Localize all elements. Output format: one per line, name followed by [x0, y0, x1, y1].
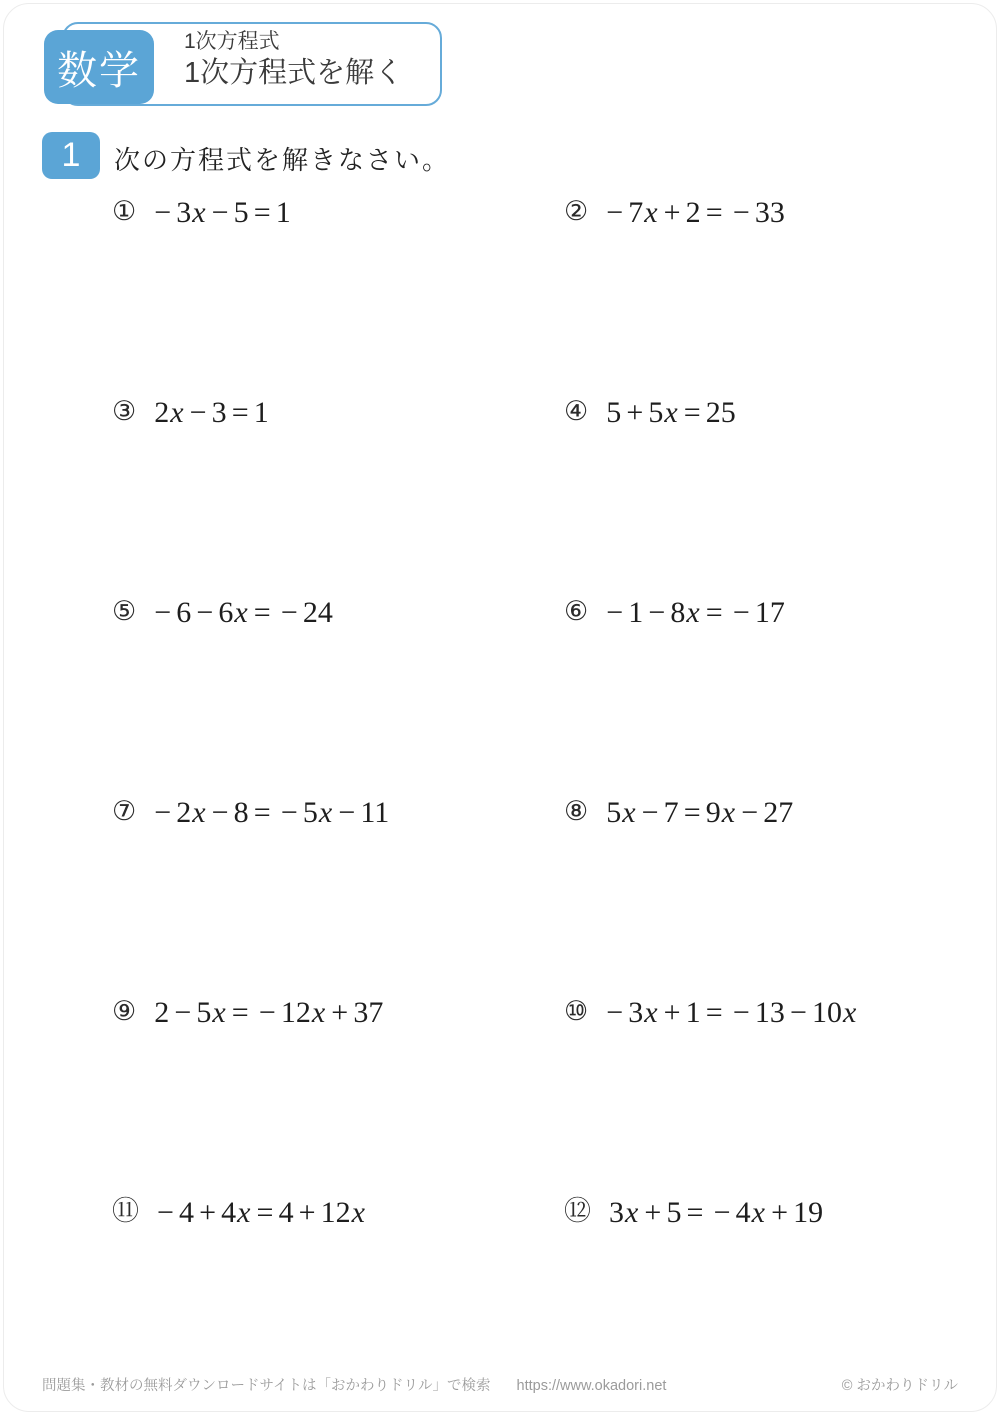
problem-number: ⑧ — [564, 796, 589, 827]
problem-number: ⑥ — [564, 596, 589, 627]
problem-item — [564, 190, 1000, 390]
problem-equation: 5 + 5x = 25 — [606, 396, 736, 429]
problem-item — [112, 790, 564, 990]
problem-item — [112, 990, 564, 1190]
problem-number: ④ — [564, 396, 589, 427]
problem-item — [112, 590, 564, 790]
problem-item — [564, 990, 1000, 1190]
subject-badge-label: 数学 — [57, 48, 141, 93]
worksheet-header — [4, 4, 996, 124]
problem-number: ⑪ — [112, 1196, 139, 1227]
footer-left — [42, 1374, 666, 1395]
footer-copyright: © おかわりドリル — [841, 1378, 958, 1394]
problem-equation: 2x − 3 = 1 — [154, 396, 269, 429]
problem-equation: − 6 − 6x = − 24 — [154, 596, 333, 629]
problem-equation: − 1 − 8x = − 17 — [606, 596, 785, 629]
subject-badge — [44, 30, 154, 104]
problem-item — [112, 1190, 564, 1390]
problem-number: ⑦ — [112, 796, 137, 827]
section-number: 1 — [61, 136, 81, 174]
problem-equation: − 4 + 4x = 4 + 12x — [157, 1196, 365, 1229]
problems-grid — [4, 190, 1000, 1390]
problem-equation: 3x + 5 = − 4x + 19 — [609, 1196, 824, 1229]
problem-number: ⑤ — [112, 596, 137, 627]
problem-equation: 5x − 7 = 9x − 27 — [606, 796, 794, 829]
worksheet-title: 1次方程式を解く — [184, 57, 404, 90]
problem-equation: − 3x − 5 = 1 — [154, 196, 291, 229]
worksheet-footer — [4, 1374, 996, 1395]
problem-equation: − 7x + 2 = − 33 — [606, 196, 785, 229]
problem-item — [564, 390, 1000, 590]
worksheet-category: 1次方程式 — [184, 30, 280, 53]
problem-item — [112, 190, 564, 390]
problem-number: ⑩ — [564, 996, 589, 1027]
problem-equation: 2 − 5x = − 12x + 37 — [154, 996, 384, 1029]
problem-number: ① — [112, 196, 137, 227]
problem-number: ⑫ — [564, 1196, 591, 1227]
problem-equation: − 3x + 1 = − 13 − 10x — [606, 996, 857, 1029]
title-text — [184, 30, 403, 90]
footer-site-url: https://www.okadori.net — [516, 1378, 667, 1394]
worksheet-page — [3, 3, 997, 1412]
problem-item — [564, 1190, 1000, 1390]
problem-equation: − 2x − 8 = − 5x − 11 — [154, 796, 390, 829]
problem-number: ⑨ — [112, 996, 137, 1027]
problem-item — [564, 790, 1000, 990]
section-instruction: 次の方程式を解きなさい。 — [114, 146, 451, 175]
problem-number: ③ — [112, 396, 137, 427]
section-number-badge — [42, 132, 100, 179]
problem-item — [564, 590, 1000, 790]
problem-item — [112, 390, 564, 590]
problem-number: ② — [564, 196, 589, 227]
footer-search-text: 問題集・教材の無料ダウンロードサイトは「おかわりドリル」で検索 — [42, 1378, 491, 1394]
